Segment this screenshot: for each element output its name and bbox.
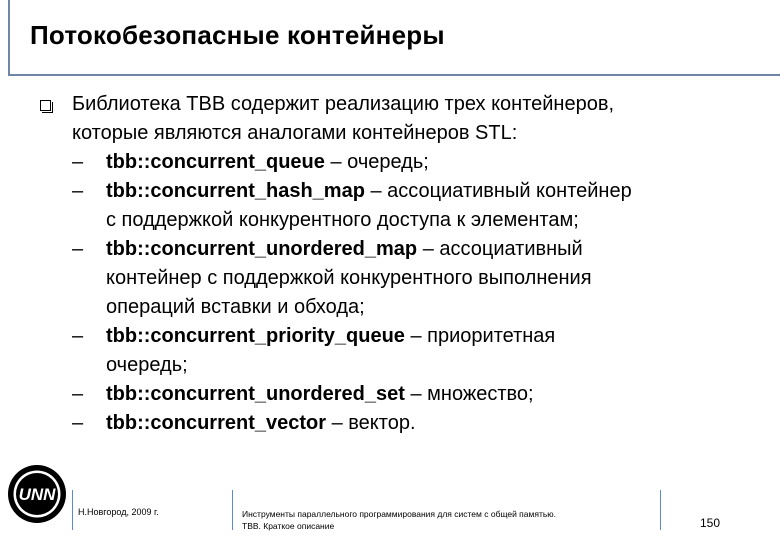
title-rule-vertical bbox=[8, 0, 10, 76]
code-concurrent-unordered-map: tbb::concurrent_unordered_map bbox=[106, 238, 418, 260]
list-item-priority-queue: – tbb::concurrent_priority_queue – приоритетная bbox=[72, 325, 556, 347]
footer-location: Н.Новгород, 2009 г. bbox=[78, 507, 159, 517]
list-item-vector: – tbb::concurrent_vector – вектор. bbox=[72, 412, 416, 434]
intro-line-1: Библиотека TBB содержит реализацию трех контейнеров, bbox=[72, 93, 615, 115]
footer-divider-2 bbox=[232, 490, 233, 530]
unn-logo-icon bbox=[6, 463, 68, 525]
list-item-unordered-set: – tbb::concurrent_unordered_set – множество; bbox=[72, 383, 534, 405]
list-item-unordered-map-cont-2: операций вставки и обхода; bbox=[106, 296, 365, 318]
footer-course-line-1: Инструменты параллельного программирования для систем с общей памятью. bbox=[242, 509, 557, 519]
svg-text:UNN: UNN bbox=[18, 485, 56, 504]
footer-course bbox=[242, 508, 556, 532]
list-item-hash-map-cont: с поддержкой конкурентного доступа к элементам; bbox=[106, 209, 579, 231]
title-rule-horizontal bbox=[8, 74, 780, 76]
list-item-priority-queue-cont: очередь; bbox=[106, 354, 188, 376]
list-item-hash-map: – tbb::concurrent_hash_map – ассоциативный контейнер bbox=[72, 180, 632, 202]
code-concurrent-hash-map: tbb::concurrent_hash_map bbox=[106, 180, 365, 202]
code-concurrent-unordered-set: tbb::concurrent_unordered_set bbox=[106, 383, 405, 405]
code-concurrent-queue: tbb::concurrent_queue bbox=[106, 151, 325, 173]
footer-divider-1 bbox=[72, 490, 73, 530]
footer-course-line-2: TBB. Краткое описание bbox=[242, 521, 335, 531]
list-item-unordered-map-cont-1: контейнер с поддержкой конкурентного выполнения bbox=[106, 267, 592, 289]
slide-body bbox=[72, 90, 632, 438]
code-concurrent-vector: tbb::concurrent_vector bbox=[106, 412, 327, 434]
list-item-unordered-map: – tbb::concurrent_unordered_map – ассоциативный bbox=[72, 238, 583, 260]
code-concurrent-priority-queue: tbb::concurrent_priority_queue bbox=[106, 325, 405, 347]
footer-divider-3 bbox=[660, 490, 661, 530]
page-number: 150 bbox=[700, 516, 721, 530]
slide-title: Потокобезопасные контейнеры bbox=[30, 20, 445, 50]
square-bullet-icon bbox=[40, 100, 51, 111]
intro-line-2: которые являются аналогами контейнеров STL: bbox=[72, 122, 518, 144]
list-item-queue: – tbb::concurrent_queue – очередь; bbox=[72, 151, 429, 173]
